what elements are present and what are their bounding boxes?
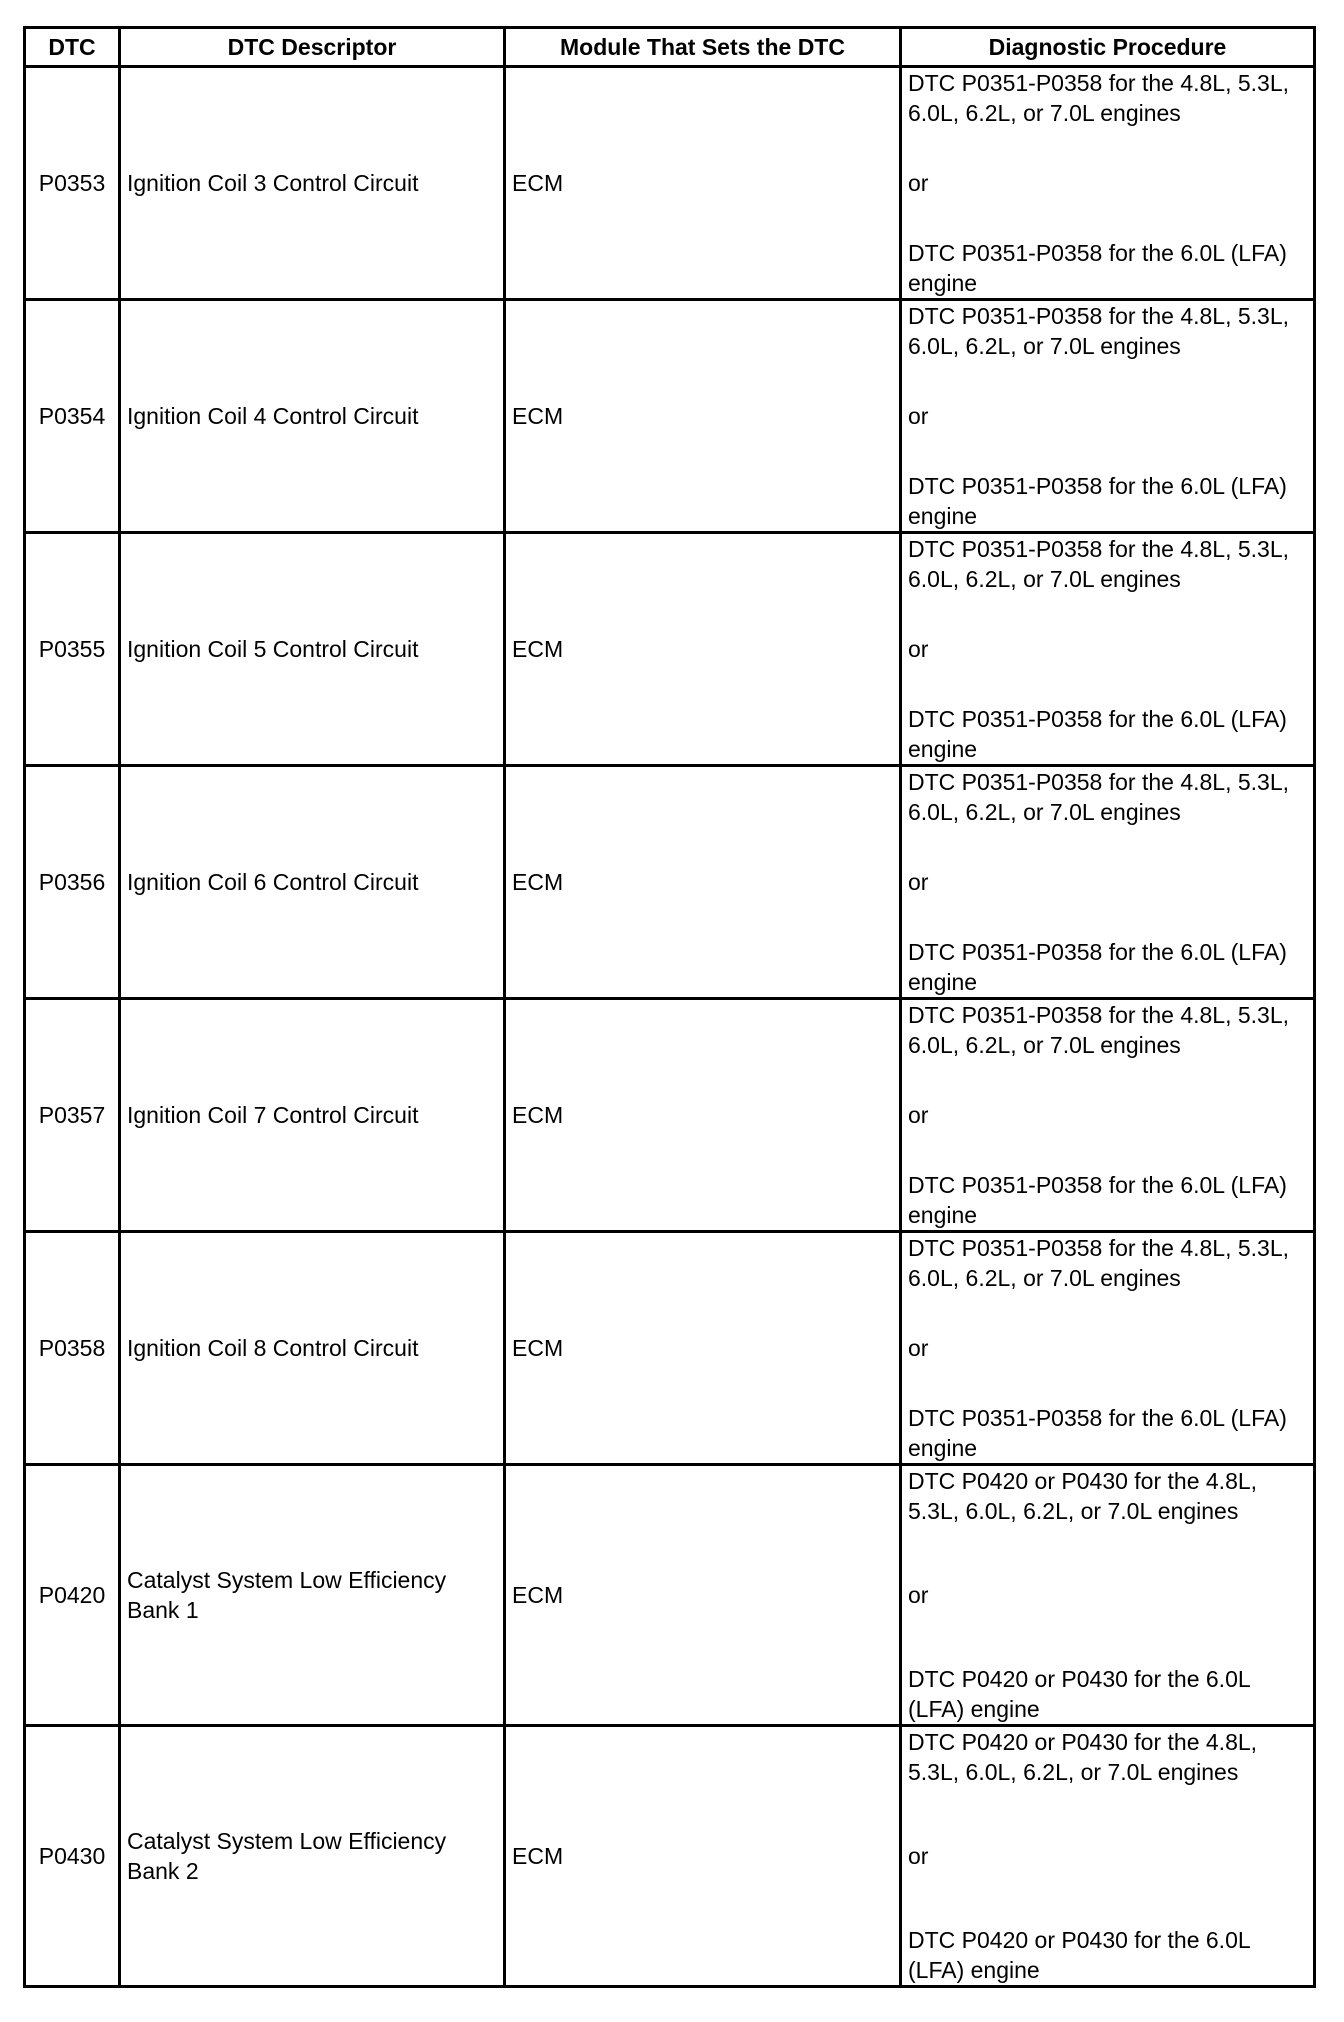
dtc-module: ECM	[505, 766, 901, 999]
dtc-code: P0354	[25, 300, 120, 533]
procedure-link-primary[interactable]: DTC P0351-P0358 for the 4.8L, 5.3L, 6.0L, 6.2L, or 7.0L engines	[908, 769, 1290, 825]
dtc-code: P0353	[25, 67, 120, 300]
table-row	[25, 1465, 1315, 1726]
table-row	[25, 300, 1315, 533]
dtc-code: P0355	[25, 533, 120, 766]
header-module: Module That Sets the DTC	[505, 28, 901, 67]
header-descriptor: DTC Descriptor	[120, 28, 505, 67]
procedure-link-lfa[interactable]: DTC P0351-P0358 for the 6.0L (LFA) engine	[908, 1405, 1287, 1461]
table-row	[25, 1726, 1315, 1987]
diagnostic-procedure	[901, 67, 1315, 300]
diagnostic-procedure	[901, 766, 1315, 999]
procedure-link-lfa[interactable]: DTC P0351-P0358 for the 6.0L (LFA) engine	[908, 1172, 1287, 1228]
dtc-descriptor: Ignition Coil 4 Control Circuit	[120, 300, 505, 533]
procedure-link-primary[interactable]: DTC P0351-P0358 for the 4.8L, 5.3L, 6.0L, 6.2L, or 7.0L engines	[908, 303, 1290, 359]
dtc-module: ECM	[505, 999, 901, 1232]
dtc-descriptor: Catalyst System Low Efficiency Bank 1	[120, 1465, 505, 1726]
procedure-or: or	[908, 1843, 929, 1869]
dtc-descriptor: Catalyst System Low Efficiency Bank 2	[120, 1726, 505, 1987]
procedure-link-lfa[interactable]: DTC P0420 or P0430 for the 6.0L (LFA) engine	[908, 1927, 1250, 1983]
diagnostic-procedure	[901, 1232, 1315, 1465]
dtc-code: P0356	[25, 766, 120, 999]
procedure-link-lfa[interactable]: DTC P0420 or P0430 for the 6.0L (LFA) engine	[908, 1666, 1250, 1722]
dtc-code: P0357	[25, 999, 120, 1232]
header-dtc: DTC	[25, 28, 120, 67]
procedure-or: or	[908, 1582, 929, 1608]
dtc-descriptor: Ignition Coil 3 Control Circuit	[120, 67, 505, 300]
dtc-table	[23, 26, 1316, 1988]
header-row	[25, 28, 1315, 67]
dtc-code: P0358	[25, 1232, 120, 1465]
table-row	[25, 999, 1315, 1232]
table-row	[25, 766, 1315, 999]
dtc-code: P0420	[25, 1465, 120, 1726]
procedure-link-primary[interactable]: DTC P0351-P0358 for the 4.8L, 5.3L, 6.0L, 6.2L, or 7.0L engines	[908, 536, 1290, 592]
procedure-link-primary[interactable]: DTC P0420 or P0430 for the 4.8L, 5.3L, 6.0L, 6.2L, or 7.0L engines	[908, 1729, 1258, 1785]
diagnostic-procedure	[901, 999, 1315, 1232]
dtc-module: ECM	[505, 1726, 901, 1987]
diagnostic-procedure	[901, 1726, 1315, 1987]
dtc-module: ECM	[505, 1465, 901, 1726]
procedure-or: or	[908, 170, 929, 196]
procedure-link-lfa[interactable]: DTC P0351-P0358 for the 6.0L (LFA) engine	[908, 240, 1287, 296]
procedure-link-primary[interactable]: DTC P0351-P0358 for the 4.8L, 5.3L, 6.0L, 6.2L, or 7.0L engines	[908, 1002, 1290, 1058]
procedure-link-primary[interactable]: DTC P0420 or P0430 for the 4.8L, 5.3L, 6.0L, 6.2L, or 7.0L engines	[908, 1468, 1258, 1524]
procedure-or: or	[908, 1102, 929, 1128]
diagnostic-procedure	[901, 300, 1315, 533]
table-row	[25, 533, 1315, 766]
diagnostic-procedure	[901, 1465, 1315, 1726]
procedure-or: or	[908, 636, 929, 662]
procedure-link-primary[interactable]: DTC P0351-P0358 for the 4.8L, 5.3L, 6.0L, 6.2L, or 7.0L engines	[908, 70, 1290, 126]
dtc-descriptor: Ignition Coil 7 Control Circuit	[120, 999, 505, 1232]
procedure-link-lfa[interactable]: DTC P0351-P0358 for the 6.0L (LFA) engine	[908, 473, 1287, 529]
diagnostic-procedure	[901, 533, 1315, 766]
dtc-module: ECM	[505, 67, 901, 300]
procedure-or: or	[908, 403, 929, 429]
dtc-descriptor: Ignition Coil 6 Control Circuit	[120, 766, 505, 999]
dtc-descriptor: Ignition Coil 5 Control Circuit	[120, 533, 505, 766]
table-row	[25, 1232, 1315, 1465]
table-row	[25, 67, 1315, 300]
procedure-or: or	[908, 869, 929, 895]
dtc-module: ECM	[505, 300, 901, 533]
procedure-or: or	[908, 1335, 929, 1361]
dtc-descriptor: Ignition Coil 8 Control Circuit	[120, 1232, 505, 1465]
header-procedure: Diagnostic Procedure	[901, 28, 1315, 67]
dtc-module: ECM	[505, 1232, 901, 1465]
procedure-link-lfa[interactable]: DTC P0351-P0358 for the 6.0L (LFA) engine	[908, 939, 1287, 995]
dtc-code: P0430	[25, 1726, 120, 1987]
procedure-link-primary[interactable]: DTC P0351-P0358 for the 4.8L, 5.3L, 6.0L, 6.2L, or 7.0L engines	[908, 1235, 1290, 1291]
dtc-module: ECM	[505, 533, 901, 766]
procedure-link-lfa[interactable]: DTC P0351-P0358 for the 6.0L (LFA) engine	[908, 706, 1287, 762]
